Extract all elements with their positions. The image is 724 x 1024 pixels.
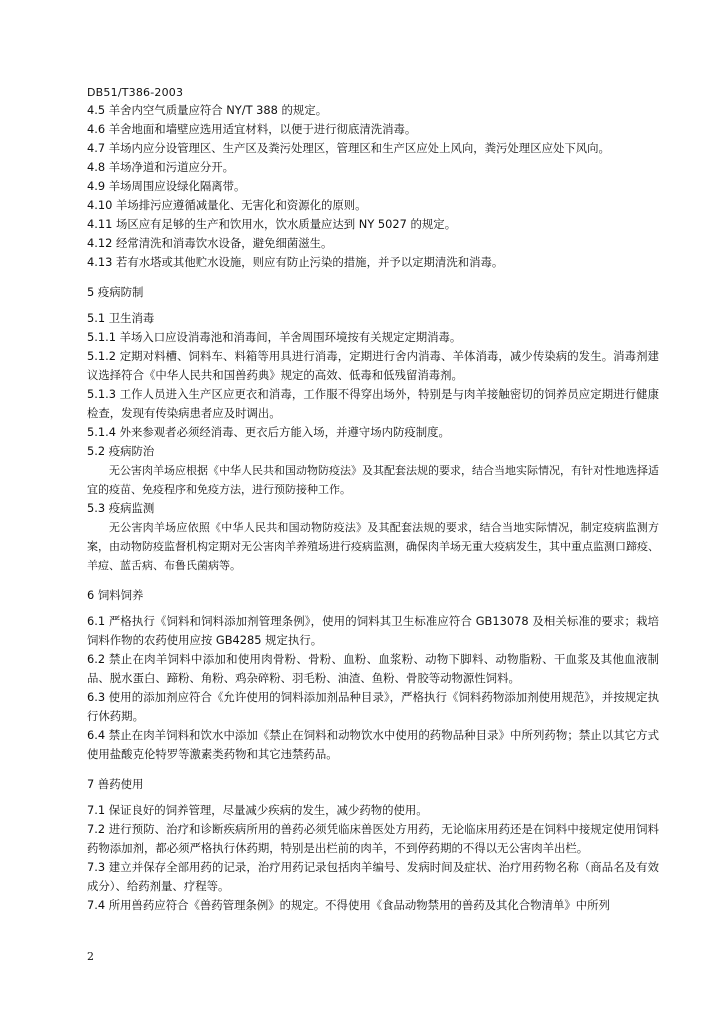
clause-4-10: 4.10 羊场排污应遵循减量化、无害化和资源化的原则。 [87,198,367,212]
subsection-5-3-heading: 5.3 疫病监测 [87,501,155,515]
clause-6-1: 6.1 严格执行《饲料和饲料添加剂管理条例》，使用的饲料其卫生标准应符合 GB13078 及相关标准的要求；栽培饲料作物的农药使用应按 GB4285 规定执行。 [87,614,659,647]
clause-4-9: 4.9 羊场周围应设绿化隔离带。 [87,179,246,193]
clause-4-6: 4.6 羊舍地面和墙壁应选用适宜材料，以便于进行彻底清洗消毒。 [87,122,417,136]
subsection-5-2-heading: 5.2 疫病防治 [87,444,155,458]
document-body [87,101,659,915]
subsection-5-1-heading: 5.1 卫生消毒 [87,311,155,325]
clause-6-4: 6.4 禁止在肉羊饲料和饮水中添加《禁止在饲料和动物饮水中使用的药物品种目录》中所列药物；禁止以其它方式使用盐酸克伦特罗等激素类药物和其它违禁药品。 [87,728,659,761]
clause-6-3: 6.3 使用的添加剂应符合《允许使用的饲料添加剂品种目录》，严格执行《饲料药物添加剂使用规范》，并按规定执行休药期。 [87,690,659,723]
clause-7-4: 7.4 所用兽药应符合《兽药管理条例》的规定。不得使用《食品动物禁用的兽药及其化合物清单》中所列 [87,898,610,912]
clause-5-1-3: 5.1.3 工作人员进入生产区应更衣和消毒，工作服不得穿出场外，特别是与肉羊接触密切的饲养员应定期进行健康检查，发现有传染病患者应及时调出。 [87,387,659,420]
subsection-5-3-text: 无公害肉羊场应依照《中华人民共和国动物防疫法》及其配套法规的要求，结合当地实际情况，制定疫病监测方案，由动物防疫监督机构定期对无公害肉羊养殖场进行疫病监测，确保肉羊场无重大疫病发生，其中重点监测口蹄疫、羊痘、蓝舌病、布鲁氏菌病等。 [87,521,659,572]
clause-5-1-4: 5.1.4 外来参观者必须经消毒、更衣后方能入场，并遵守场内防疫制度。 [87,425,450,439]
clause-7-3: 7.3 建立并保存全部用药的记录，治疗用药记录包括肉羊编号、发病时间及症状、治疗用药物名称（商品名及有效成分）、给药剂量、疗程等。 [87,860,659,893]
section-5-heading: 5 疫病防制 [87,285,144,299]
clause-4-5: 4.5 羊舍内空气质量应符合 NY/T 388 的规定。 [87,103,328,117]
clause-4-12: 4.12 经常清洗和消毒饮水设备，避免细菌滋生。 [87,236,333,250]
document-code: DB51/T386-2003 [87,86,184,99]
clause-6-2: 6.2 禁止在肉羊饲料中添加和使用肉骨粉、骨粉、血粉、血浆粉、动物下脚料、动物脂粉、干血浆及其他血液制品、脱水蛋白、蹄粉、角粉、鸡杂碎粉、羽毛粉、油渣、鱼粉、骨胶等动物源性饲料。 [87,652,659,685]
section-7-heading: 7 兽药使用 [87,777,144,791]
clause-5-1-1: 5.1.1 羊场入口应设消毒池和消毒间，羊舍周围环境按有关规定定期消毒。 [87,330,462,344]
clause-7-2: 7.2 进行预防、治疗和诊断疾病所用的兽药必须凭临床兽医处方用药，无论临床用药还是在饲料中接规定使用饲料药物添加剂，都必须严格执行休药期，特别是出栏前的肉羊，不到停药期的不得以无公害肉羊出栏。 [87,822,659,855]
page-number: 2 [87,950,94,963]
clause-4-11: 4.11 场区应有足够的生产和饮用水，饮水质量应达到 NY 5027 的规定。 [87,217,457,231]
clause-4-7: 4.7 羊场内应分设管理区、生产区及粪污处理区，管理区和生产区应处上风向，粪污处理区应处下风向。 [87,141,610,155]
clause-4-13: 4.13 若有水塔或其他贮水设施，则应有防止污染的措施，并予以定期清洗和消毒。 [87,255,504,269]
clause-7-1: 7.1 保证良好的饲养管理，尽量减少疾病的发生，减少药物的使用。 [87,803,428,817]
clause-5-1-2: 5.1.2 定期对料槽、饲料车、料箱等用具进行消毒，定期进行舍内消毒、羊体消毒，减少传染病的发生。消毒剂建议选择符合《中华人民共和国兽药典》规定的高效、低毒和低残留消毒剂。 [87,349,659,382]
subsection-5-2-text: 无公害肉羊场应根据《中华人民共和国动物防疫法》及其配套法规的要求，结合当地实际情况，有针对性地选择适宜的疫苗、免疫程序和免疫方法，进行预防接种工作。 [87,464,659,496]
clause-4-8: 4.8 羊场净道和污道应分开。 [87,160,235,174]
section-6-heading: 6 饲料饲养 [87,588,144,602]
